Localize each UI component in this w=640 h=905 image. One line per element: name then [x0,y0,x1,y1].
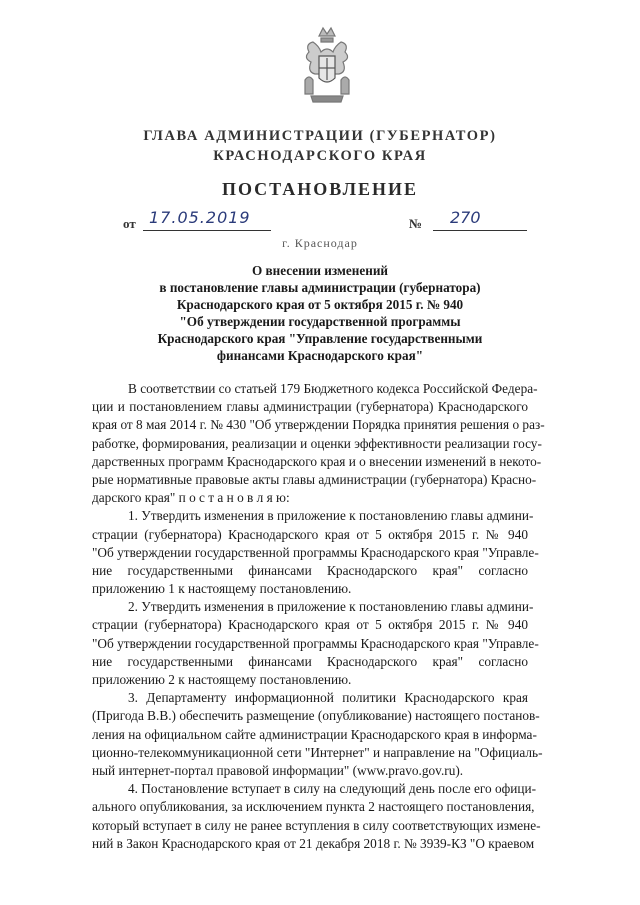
body-text-line: приложению 1 к настоящему постановлению. [92,581,352,597]
date-handwritten-value: 17.05.2019 [149,208,251,227]
title-line: "Об утверждении государственной программы [179,314,461,329]
body-text-line: ний в Закон Краснодарского края от 21 декабря 2018 г. № 3939-КЗ "О краевом [92,835,535,851]
body-text-line: дарского края" п о с т а н о в л я ю: [92,490,290,506]
body-text-line: работке, формирования, реализации и оценки эффективности реализации госу- [92,435,542,451]
title-line: Краснодарского края "Управление государственными [157,331,483,346]
body-text-line: приложению 2 к настоящему постановлению. [92,672,352,687]
body-text-line: страции (губернатора) Краснодарского края от 5 октября 2015 г. № 940 [92,617,528,633]
body-text-line: страции (губернатора) Краснодарского края от 5 октября 2015 г. № 940 [92,526,528,542]
number-handwritten-value: 270 [450,208,481,227]
body-text-line: В соответствии со статьей 179 Бюджетного кодекса Российской Федера- [128,381,538,396]
body-text-line: ального опубликования, за исключением пункта 2 настоящего постановления, [92,799,535,815]
document-type-heading: ПОСТАНОВЛЕНИЕ [221,179,419,199]
body-text-line: ный интернет-портал правовой информации" (www.pravo.gov.ru). [92,762,464,778]
organization-title-line1: ГЛАВА АДМИНИСТРАЦИИ (ГУБЕРНАТОР) [143,128,497,144]
body-text-line: 1. Утвердить изменения в приложение к постановлению главы админи- [128,508,534,524]
body-text-line: ние государственными финансами Краснодарского края" согласно [92,653,528,669]
body-text-line: 3. Департаменту информационной политики Краснодарского края [128,690,528,706]
body-text-line: который вступает в силу не ранее вступления в силу соответствующих измене- [92,817,541,833]
body-text-line: 2. Утвердить изменения в приложение к постановлению главы админи- [128,599,534,615]
coat-of-arms-icon [299,22,355,104]
number-underline [433,230,527,231]
body-text-line: ционно-телекоммуникационной сети "Интернет" и направление на "Официаль- [92,744,543,760]
date-underline [143,230,271,231]
body-text-line: края от 8 мая 2014 г. № 430 "Об утверждении Порядка принятия решения о раз- [92,417,545,433]
date-label: от [123,216,136,231]
title-line: Краснодарского края от 5 октября 2015 г. № 940 [176,297,464,312]
body-text-line: "Об утверждении государственной программы Краснодарского края "Управле- [92,544,539,560]
body-text-line: дарственных программ Краснодарского края и о внесении изменений в некото- [92,453,542,469]
body-text-line: ления на официальном сайте администрации Краснодарского края в информа- [92,726,537,742]
body-text-line: ции и постановлением главы администрации (губернатора) Краснодарского [92,399,528,415]
document-title [120,262,520,364]
body-text-line: "Об утверждении государственной программы Краснодарского края "Управле- [92,635,539,651]
title-line: в постановление главы администрации (губернатора) [159,280,481,295]
body-text-line: ние государственными финансами Краснодарского края" согласно [92,562,528,578]
organization-title-line2: КРАСНОДАРСКОГО КРАЯ [213,148,427,164]
body-text-line: 4. Постановление вступает в силу на следующий день после его офици- [128,781,537,797]
title-line: финансами Краснодарского края" [216,348,424,363]
body-text-line: (Пригода В.В.) обеспечить размещение (опубликование) настоящего постанов- [92,708,540,724]
number-label: № [409,216,423,231]
document-body [92,380,545,853]
body-text-line: рые нормативные правовые акты главы администрации (губернатора) Красно- [92,471,537,487]
city-label: г. Краснодар [282,236,358,250]
title-line: О внесении изменений [251,263,389,278]
